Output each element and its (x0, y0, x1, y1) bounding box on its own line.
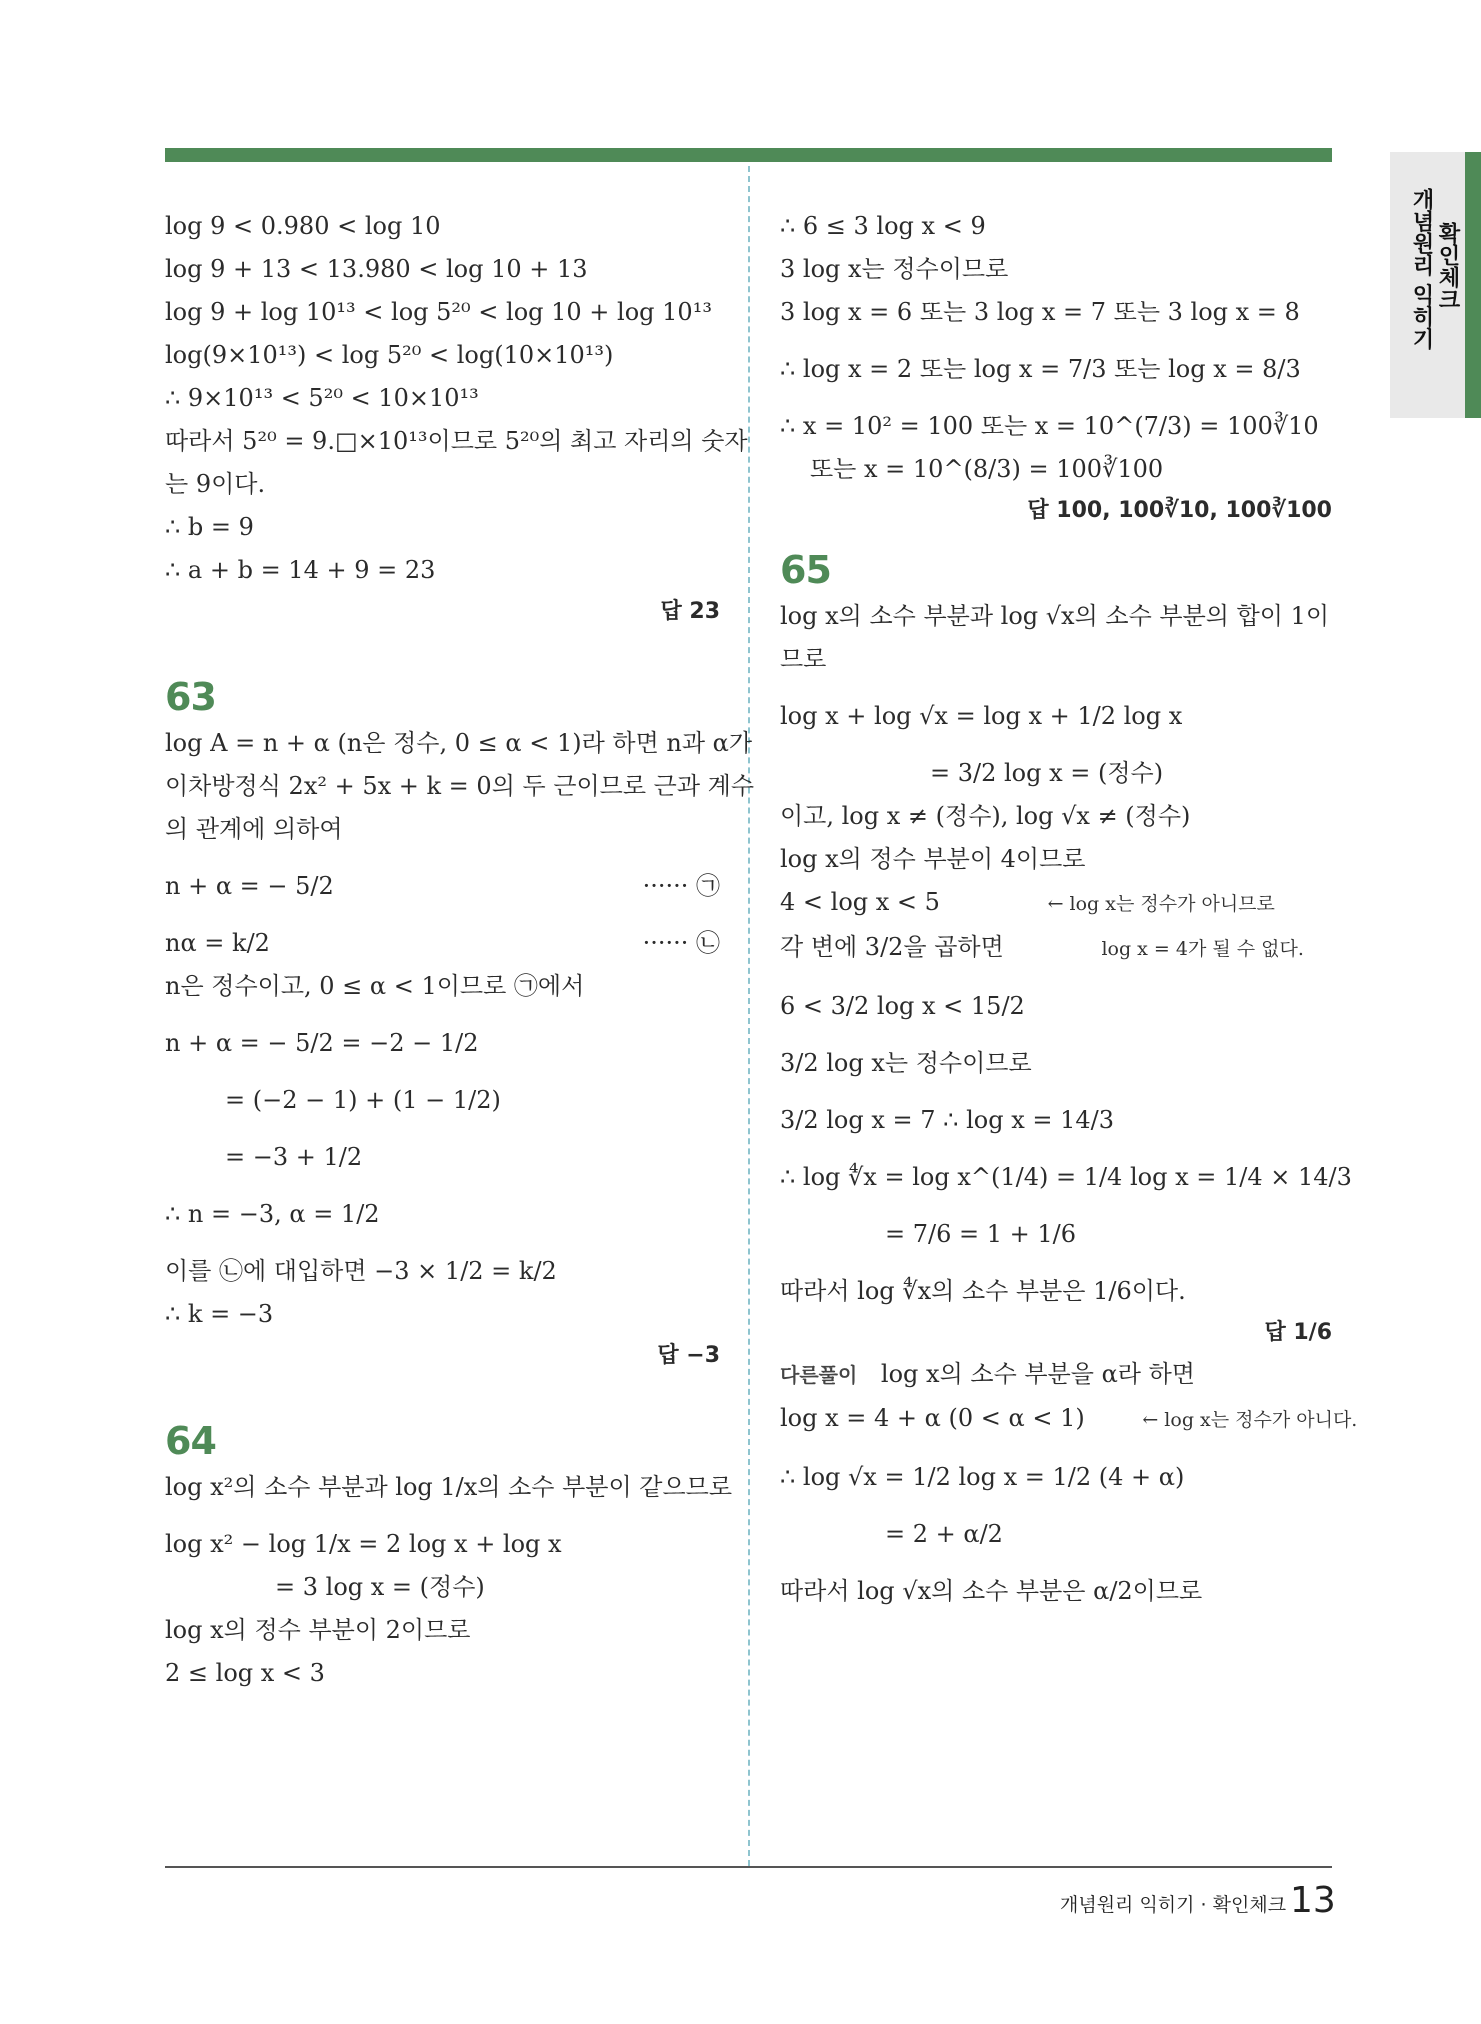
problem-number-65: 65 (780, 548, 831, 592)
math-step: log x + log √x = log x + 1/2 log x (780, 702, 1183, 730)
text-line: 3 log x = 6 또는 3 log x = 7 또는 3 log x = 8 (780, 298, 1300, 326)
text-line: 는 9이다. (165, 470, 266, 498)
equation-2 (165, 922, 720, 965)
answer-label: 답 100, 100∛10, 100∛100 (1027, 498, 1332, 523)
alt-solution-label: 다른풀이 (780, 1363, 858, 1387)
math-step: = 3/2 log x = (정수) (930, 759, 1164, 787)
text-line: 이차방정식 2x² + 5x + k = 0의 두 근이므로 근과 계수 (165, 772, 755, 800)
text-line: log x의 소수 부분을 α라 하면 (880, 1360, 1195, 1388)
equation-text: nα = k/2 (165, 929, 270, 957)
problem-number-64: 64 (165, 1419, 216, 1463)
text-line: log A = n + α (n은 정수, 0 ≤ α < 1)라 하면 n과 α가 (165, 729, 753, 757)
alt-solution-intro (780, 1353, 1332, 1397)
answer-label: 답 1/6 (1264, 1320, 1332, 1345)
text-line: log x의 정수 부분이 2이므로 (165, 1616, 471, 1644)
text-line: n은 정수이고, 0 ≤ α < 1이므로 ㉠에서 (165, 972, 585, 1000)
answer-label: 답 −3 (657, 1343, 720, 1368)
math-step: ∴ log ∜x = log x^(1/4) = 1/4 log x = 1/4 × 14/3 (780, 1163, 1352, 1191)
inequality: 4 < log x < 5 (780, 888, 940, 916)
text-line: 3/2 log x는 정수이므로 (780, 1049, 1032, 1077)
math-step: ∴ log x = 2 또는 log x = 7/3 또는 log x = 8/3 (780, 355, 1301, 383)
math-step: n + α = − 5/2 = −2 − 1/2 (165, 1029, 479, 1057)
math-step: 6 < 3/2 log x < 15/2 (780, 992, 1025, 1020)
math-step: ∴ x = 10² = 100 또는 x = 10^(7/3) = 100∛10 (780, 412, 1319, 440)
text-line: 3 log x는 정수이므로 (780, 255, 1009, 283)
text-line: ∴ 6 ≤ 3 log x < 9 (780, 212, 986, 240)
side-note: log x = 4가 될 수 없다. (1101, 938, 1304, 960)
math-step: ∴ log √x = 1/2 log x = 1/2 (4 + α) (780, 1463, 1185, 1491)
math-step: log x = 4 + α (0 < α < 1) (780, 1404, 1085, 1432)
text-line: 따라서 5²⁰ = 9.□×10¹³이므로 5²⁰의 최고 자리의 숫자 (165, 427, 748, 455)
text-line: 이를 ㉡에 대입하면 −3 × 1/2 = k/2 (165, 1257, 557, 1285)
side-tab-stripe (1465, 152, 1481, 418)
bottom-rule (165, 1866, 1332, 1868)
text-line: 따라서 log √x의 소수 부분은 α/2이므로 (780, 1577, 1203, 1605)
top-green-bar (165, 148, 1332, 162)
math-step: = (−2 − 1) + (1 − 1/2) (225, 1086, 501, 1114)
footer-text: 개념원리 익히기 · 확인체크 (1060, 1894, 1287, 1916)
text-line: 2 ≤ log x < 3 (165, 1659, 325, 1687)
problem-number-63: 63 (165, 675, 216, 719)
math-step: 또는 x = 10^(8/3) = 100∛100 (810, 455, 1164, 483)
equation-text: n + α = − 5/2 (165, 872, 334, 900)
equation-marker: ······ ㉠ (642, 872, 720, 900)
answer-label: 답 23 (660, 599, 720, 624)
math-step: = −3 + 1/2 (225, 1143, 363, 1171)
inequality-row (780, 881, 1332, 926)
text-line: log x의 정수 부분이 4이므로 (780, 845, 1086, 873)
text-line: log x²의 소수 부분과 log 1/x의 소수 부분이 같으므로 (165, 1473, 732, 1501)
math-step: = 7/6 = 1 + 1/6 (885, 1220, 1076, 1248)
left-column (165, 205, 755, 1695)
text-line: log 9 + 13 < 13.980 < log 10 + 13 (165, 255, 588, 283)
text-line: log x의 소수 부분과 log √x의 소수 부분의 합이 1이 (780, 602, 1330, 630)
side-tab (1390, 152, 1481, 418)
side-tab-label-2: 확인체크 (1435, 222, 1460, 310)
text-line: ∴ 9×10¹³ < 5²⁰ < 10×10¹³ (165, 384, 479, 412)
text-line: log 9 < 0.980 < log 10 (165, 212, 441, 240)
right-column (780, 205, 1358, 1613)
text-line: ∴ a + b = 14 + 9 = 23 (165, 556, 436, 584)
text-line: ∴ b = 9 (165, 513, 254, 541)
multiply-row (780, 926, 1332, 971)
math-result: ∴ k = −3 (165, 1300, 274, 1328)
column-divider (748, 166, 750, 1866)
side-note: ← log x는 정수가 아니므로 (1047, 893, 1275, 915)
side-note: ← log x는 정수가 아니다. (1142, 1409, 1358, 1431)
page-number: 13 (1290, 1880, 1336, 1921)
math-step: = 2 + α/2 (885, 1520, 1003, 1548)
math-result: ∴ n = −3, α = 1/2 (165, 1200, 380, 1228)
math-step: = 3 log x = (정수) (275, 1573, 485, 1601)
alt-row (780, 1397, 1358, 1442)
side-tab-label-1: 개념원리 익히기 (1409, 188, 1434, 350)
text-line: 따라서 log ∜x의 소수 부분은 1/6이다. (780, 1277, 1186, 1305)
text-line: 각 변에 3/2을 곱하면 (780, 933, 1004, 961)
text-line: log(9×10¹³) < log 5²⁰ < log(10×10¹³) (165, 341, 614, 369)
text-line: 의 관계에 의하여 (165, 815, 343, 843)
equation-1 (165, 865, 720, 908)
equation-marker: ······ ㉡ (642, 929, 720, 957)
text-line: 므로 (780, 645, 827, 673)
text-line: 이고, log x ≠ (정수), log √x ≠ (정수) (780, 802, 1191, 830)
math-step: log x² − log 1/x = 2 log x + log x (165, 1530, 562, 1558)
text-line: log 9 + log 10¹³ < log 5²⁰ < log 10 + log 10¹³ (165, 298, 712, 326)
math-step: 3/2 log x = 7 ∴ log x = 14/3 (780, 1106, 1114, 1134)
